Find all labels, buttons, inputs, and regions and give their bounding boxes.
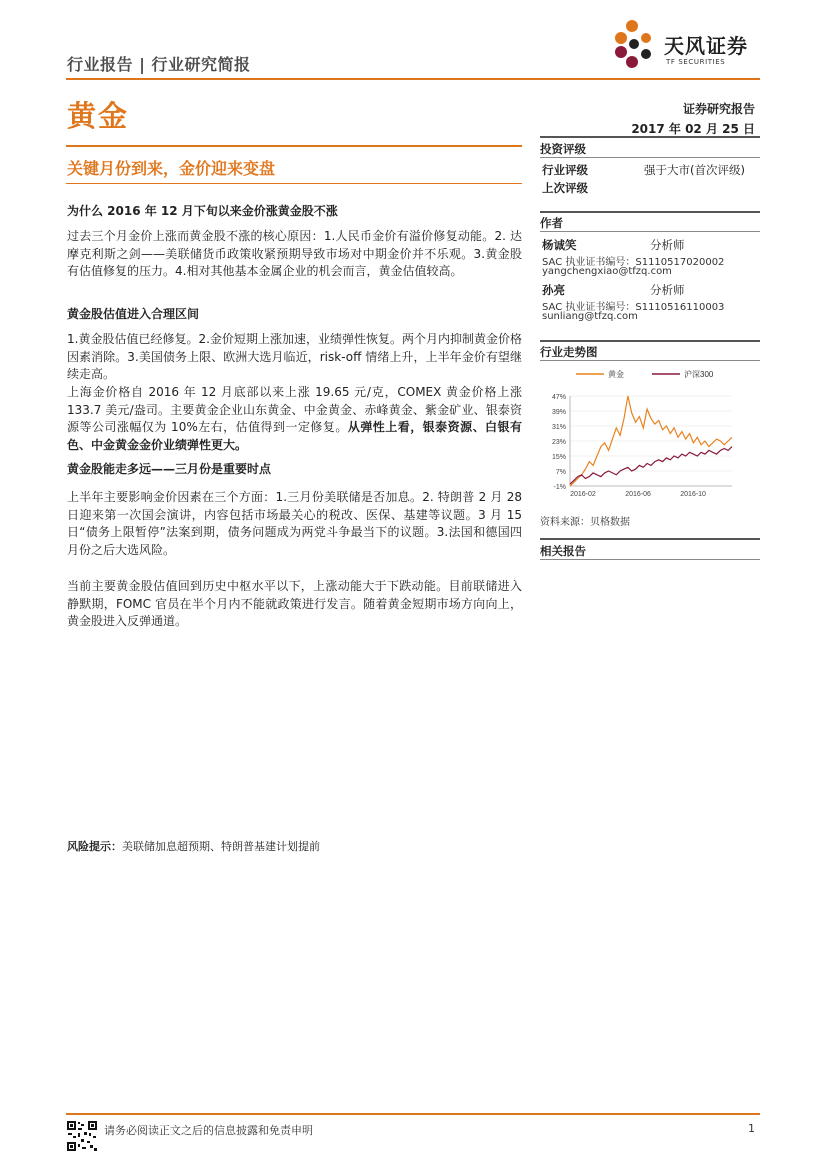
author-1-name: 杨诚笑 — [542, 238, 577, 252]
section-title-2: 黄金股估值进入合理区间 — [67, 307, 200, 321]
sidebar-rule-top — [540, 136, 760, 138]
y-tick-label: 7% — [555, 469, 566, 476]
x-tick-label: 2016-02 — [570, 491, 596, 498]
page-number: 1 — [748, 1122, 755, 1135]
logo-cn-text: 天风证券 — [664, 34, 748, 58]
section-1-para-1: 过去三个月金价上涨而黄金股不涨的核心原因：1.人民币金价有溢价修复动能。2. 达摩克利斯之剑——美联储货币政策收紧预期导致市场对中期金价并不乐观。3.黄金股有估值修复的压力。4.相对其他基本金属企业的机会而言，黄金估值较高。 — [67, 229, 522, 278]
y-tick-label: -1% — [553, 484, 566, 491]
author-2-role: 分析师 — [650, 283, 685, 297]
trend-chart — [540, 364, 740, 504]
risk-note — [67, 838, 320, 854]
x-tick-label: 2016-10 — [680, 491, 706, 498]
x-tick-label: 2016-06 — [625, 491, 651, 498]
section-2-emphasis: 从弹性上看，银泰资源、白银有色、中金黄金金价业绩弹性更大。 — [67, 420, 522, 452]
legend-label-0: 黄金 — [608, 370, 624, 379]
related-title: 相关报告 — [540, 544, 586, 558]
series-line-1 — [570, 447, 732, 485]
legend-label-1: 沪深300 — [684, 370, 714, 379]
section-title-1: 为什么 2016 年 12 月下旬以来金价涨黄金股不涨 — [67, 204, 338, 218]
author-1-cert: SAC 执业证书编号：S1110517020002 — [542, 257, 725, 268]
related-rule-top — [540, 538, 760, 540]
y-tick-label: 39% — [551, 409, 566, 416]
author-2-email[interactable]: sunliang@tfzq.com — [542, 311, 638, 322]
section-2-para-1: 1.黄金股估值已经修复。2.金价短期上涨加速，业绩弹性恢复。两个月内抑制黄金价格因素消除。3.美国债务上限、欧洲大选月临近，risk-off 情绪上升，上半年金价有望继续走高。 — [67, 332, 522, 381]
section-3-para-1: 上半年主要影响金价因素在三个方面：1.三月份美联储是否加息。2. 特朗普 2 月 28 日迎来第一次国会演讲，内容包括市场最关心的税改、医保、基建等议题。3 月 15 日“债务上限暂停”法案到期，债务问题成为两党斗争最当下的议题。3.法国和德国四月份之后大选风险。 — [67, 490, 522, 557]
header-rule — [66, 78, 760, 80]
chart-source: 资料来源：贝格数据 — [540, 517, 630, 528]
qr-code-icon — [66, 1120, 98, 1152]
report-date: 2017 年 02 月 25 日 — [631, 122, 755, 136]
rating-rule — [540, 157, 760, 158]
rating-title: 投资评级 — [540, 142, 586, 156]
y-tick-label: 31% — [551, 424, 566, 431]
y-tick-label: 15% — [551, 454, 566, 461]
report-type: 证券研究报告 — [682, 102, 755, 116]
section-title-3: 黄金股能走多远——三月份是重要时点 — [67, 462, 272, 476]
prev-rating-label: 上次评级 — [542, 181, 588, 195]
risk-text: 美联储加息超预期、特朗普基建计划提前 — [122, 840, 320, 853]
section-2-para-2 — [67, 384, 522, 454]
author-2-cert: SAC 执业证书编号：S1110516110003 — [542, 302, 725, 313]
section-3-para-2: 当前主要黄金股估值回到历史中枢水平以下，上涨动能大于下跌动能。目前联储进入静默期，FOMC 官员在半个月内不能就政策进行发言。随着黄金短期市场方向向上，黄金股进入反弹通道。 — [67, 579, 522, 628]
logo-en-text: TF SECURITIES — [666, 58, 726, 66]
authors-rule-top — [540, 211, 760, 213]
author-2-name: 孙亮 — [542, 283, 565, 297]
y-tick-label: 23% — [551, 439, 566, 446]
logo-mark-icon — [608, 18, 660, 74]
report-category: 行业报告 | 行业研究简报 — [67, 55, 251, 74]
trend-title: 行业走势图 — [540, 345, 598, 359]
section-2-para-2-text: 上海金价格自 2016 年 12 月底部以来上涨 19.65 元/克，COMEX 黄金价格上涨 133.7 美元/盎司。主要黄金企业山东黄金、中金黄金、赤峰黄金、紫金矿业、银泰资源等公司涨幅仅为 10%左右，估值得到一定修复。 — [67, 385, 522, 434]
headline: 关键月份到来，金价迎来变盘 — [67, 159, 276, 178]
trend-rule — [540, 360, 760, 361]
author-1-email[interactable]: yangchengxiao@tfzq.com — [542, 266, 672, 277]
rating-value: 强于大市(首次评级) — [644, 163, 745, 177]
headline-rule-top — [66, 145, 522, 147]
author-1-role: 分析师 — [650, 238, 685, 252]
rating-label: 行业评级 — [542, 163, 588, 177]
authors-title: 作者 — [540, 216, 563, 230]
trend-rule-top — [540, 340, 760, 342]
footer-disclaimer[interactable]: 请务必阅读正文之后的信息披露和免责申明 — [104, 1124, 313, 1137]
footer-rule — [66, 1113, 760, 1115]
risk-label: 风险提示： — [67, 840, 122, 853]
authors-rule — [540, 231, 760, 232]
related-rule — [540, 559, 760, 560]
company-logo — [608, 18, 760, 74]
industry-title: 黄金 — [67, 99, 130, 133]
y-tick-label: 47% — [551, 394, 566, 401]
headline-rule-bottom — [66, 183, 522, 184]
